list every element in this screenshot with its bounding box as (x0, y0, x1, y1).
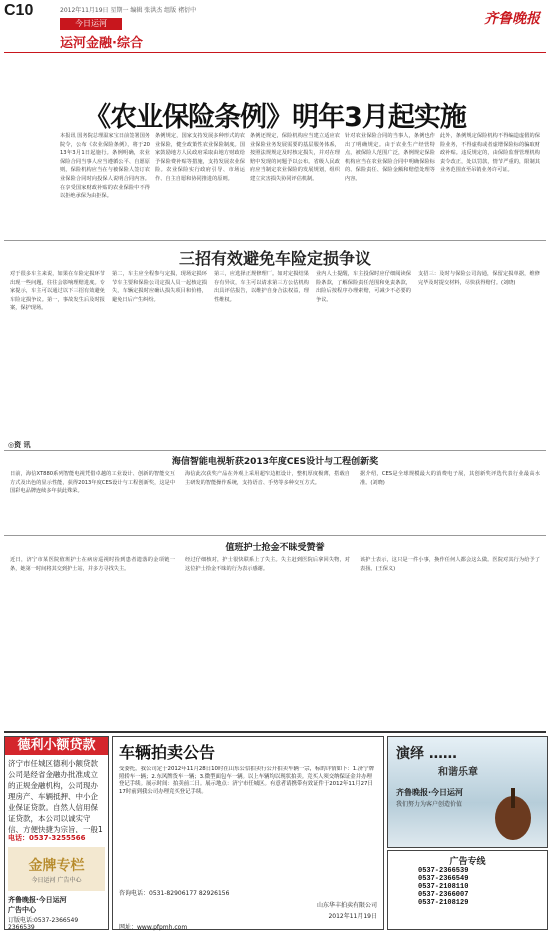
article-col: 日前，海信XT880系列智能电视凭借卓越的工业设计、创新的智能交互方式及出色的显示性能，获得2013年度CES设计与工程创新奖，这是中国彩电品牌连续多年获此殊荣。 (10, 471, 175, 495)
article-col: 该护士表示，这只是一件小事，换作任何人都会这么做。医院对其行为给予了表扬。(王保义) (360, 557, 540, 572)
auction-ad-title: 车辆拍卖公告 (119, 743, 216, 762)
main-headline: 《农业保险条例》明年3月起实施 (84, 102, 466, 133)
auction-ad-body: 受委托，我公司定于2012年11月28日10时在山东公信拍卖行公开拍卖车辆一宗，标的详情如下：1.济宁牌照轿车一辆；2.东风牌货车一辆；3.微型面包车一辆。以上车辆均以现状拍卖。竞买人须交纳保证金并办理登记手续。展示时间：拍卖前二日。展示地点：济宁市任城区。有意者请携带有效证件于2012年11月27日17时前到我公司办理竞买登记手续。 (119, 766, 375, 796)
loan-ad (4, 736, 109, 930)
violin-icon (483, 783, 543, 843)
brand-ad (387, 736, 548, 848)
phone-line: 0537-2108129 (418, 899, 469, 907)
phone-line: 0537-2366007 (418, 891, 469, 899)
auction-ad-contact: 咨询电话：0531-82906177 82926156 (119, 890, 230, 897)
auction-ad-site: 网址：www.pfpmh.com (119, 924, 188, 931)
phone-line: 0537-2366549 (418, 875, 469, 883)
main-article-col1: 本报讯 国务院总理温家宝日前签署国务院令，公布《农业保险条例》，将于2013年3月1日起施行。条例明确，农业保险合同当事人应当遵循公平、自愿原则，保险机构应当在与被保险人签订农业保险合同时向投保人说明合同内容。在享受国家财政补贴的农业保险中不得以拒绝承保为由拒保。 (60, 133, 150, 200)
article-col: 第三，应选择正规修理厂。如对定损结果存有异议，车主可以请求第三方公估机构出具评估报告，以维护自身合法权益，理性维权。 (214, 271, 309, 303)
main-article-col3: 条例还规定，保险机构应当建立适应农业保险业务发展需要的基层服务体系，按照法规规定及时核定损失，并对在理赔中发现的问题予以公布。省级人民政府应当制定农业保险的发展规划，组织建立灾害损失协同评估机制。 (250, 133, 340, 182)
loan-ad-footer-line: 订版电话:0537-2366549 2366539 (8, 917, 79, 931)
gold-banner-tag: 今日运河 广告中心 (31, 877, 82, 884)
newspaper-logo: 齐鲁晚报 (484, 11, 540, 27)
brand-ad-slogan: 齐鲁晚报·今日运河 (396, 788, 464, 797)
article-headline: 三招有效避免车险定损争议 (178, 249, 371, 268)
auction-ad-company: 山东华丰拍卖有限公司 (316, 902, 377, 909)
main-article-col2: 条例规定，国家支持发展多种形式的农业保险，健全政策性农业保险制度。国家鼓励地方人民政府采取由地方财政给予保险费补贴等措施，支持发展农业保险。农业保险实行政府引导、市场运作、自主自愿和协同推进的原则。 (155, 133, 245, 182)
article-col: 据介绍，CES是全球规模最大的消费电子展，其创新奖评选代表行业最高水准。(刘晓) (360, 471, 540, 486)
news-section-tag: ◎资 讯 (8, 441, 31, 449)
auction-ad-date: 2012年11月19日 (328, 913, 377, 920)
loan-ad-title: 德利小额贷款 (5, 737, 108, 755)
phone-line: 0537-2108110 (418, 883, 469, 891)
header-rule (4, 52, 546, 53)
article-col: 海信此次获奖产品在外观上采用超窄边框设计，整机厚度极薄，搭载自主研发的智能操作系统，支持语音、手势等多种交互方式。 (185, 471, 350, 486)
gold-banner (8, 847, 105, 891)
phone-ad (387, 850, 548, 930)
article-col: 对于很多车主来说，如果在车险定损环节出现一些问题，往往会影响理赔进度。专家提示，车主可以通过以下三招有效避免车险定损争议。第一，事故发生后及时报案，保护现场。 (10, 271, 105, 312)
article-col: 支招三：及时与保险公司沟通，保留定损单据，维修完毕及时提交材料，尽快获得赔付。(刘晓) (418, 271, 540, 286)
masthead-meta: 2012年11月19日 星期一 编辑 张洪杰 组版 褚衍中 (60, 7, 197, 14)
main-article-col5: 此外，条例规定保险机构不得编造虚假的保险业务，不得虚构或者虚增保险标的骗取财政补贴。违反规定的，由保险监督管理机构责令改正，处以罚款，情节严重的，限制其业务范围直至吊销业务许可证。 (440, 133, 540, 174)
brand-ad-slogan2: 我们努力为客户创造价值 (396, 801, 463, 808)
ad-divider (4, 731, 546, 733)
article-col: 经过仔细核对，护士很快联系上了失主。失主赶到医院后拿回失物，对这位护士拾金不昧的行为表示感谢。 (185, 557, 350, 572)
article-col: 业内人士提醒，车主投保时应仔细阅读保险条款，了解保险责任范围和免责条款，出险后按程序办理索赔，可减少不必要的争议。 (316, 271, 411, 303)
phone-ad-title: 广告专线 (449, 857, 486, 867)
section-tag: 今日运河 (60, 18, 122, 30)
article-headline: 海信智能电视斩获2013年度CES设计与工程创新奖 (171, 457, 379, 467)
loan-ad-body: 济宁市任城区德利小额贷款公司是经省金融办批准成立的正规金融机构，公司现办理房产、车辆抵押、中小企业保证贷款。自然人信用保证贷款，本公司以诚实守信、方便快捷为宗旨，一般1 (8, 759, 103, 833)
brand-ad-title: 演绎 …… (396, 746, 457, 762)
divider (4, 450, 546, 451)
brand-ad-subtitle: 和谐乐章 (438, 767, 478, 778)
divider (4, 240, 546, 241)
loan-ad-footer-sub: 广告中心 (8, 906, 36, 914)
section-title: 运河金融·综合 (60, 36, 143, 51)
gold-banner-title: 金牌专栏 (28, 858, 85, 874)
article-col: 第二，车主应全程参与定损，现场定损环节车主要和保险公司定损人员一起核定损失，车辆定损时应确认损失项目和价格，避免日后产生纠纷。 (112, 271, 207, 303)
loan-ad-phone: 电话：0537-3255566 (8, 834, 86, 842)
article-headline: 值班护士抢金不昧受赞誉 (225, 543, 325, 553)
main-article-col4: 针对农业保险合同的当事人，条例也作出了明确规定。由于农业生产经营特点，被保险人范围广泛，条例规定保险机构应当在农业保险合同中明确保险标的、保险责任、保险金额和赔偿处理等内容。 (345, 133, 435, 182)
divider (4, 535, 546, 536)
auction-ad (112, 736, 384, 930)
article-col: 近日，济宁市某医院值班护士在病房巡视时捡到患者遗落的金项链一条，她第一时间将其交到护士站，并多方寻找失主。 (10, 557, 175, 572)
loan-ad-footer-paper: 齐鲁晚报·今日运河 (8, 896, 67, 904)
phone-line: 0537-2366539 (418, 867, 469, 875)
page-number: C10 (4, 2, 34, 19)
